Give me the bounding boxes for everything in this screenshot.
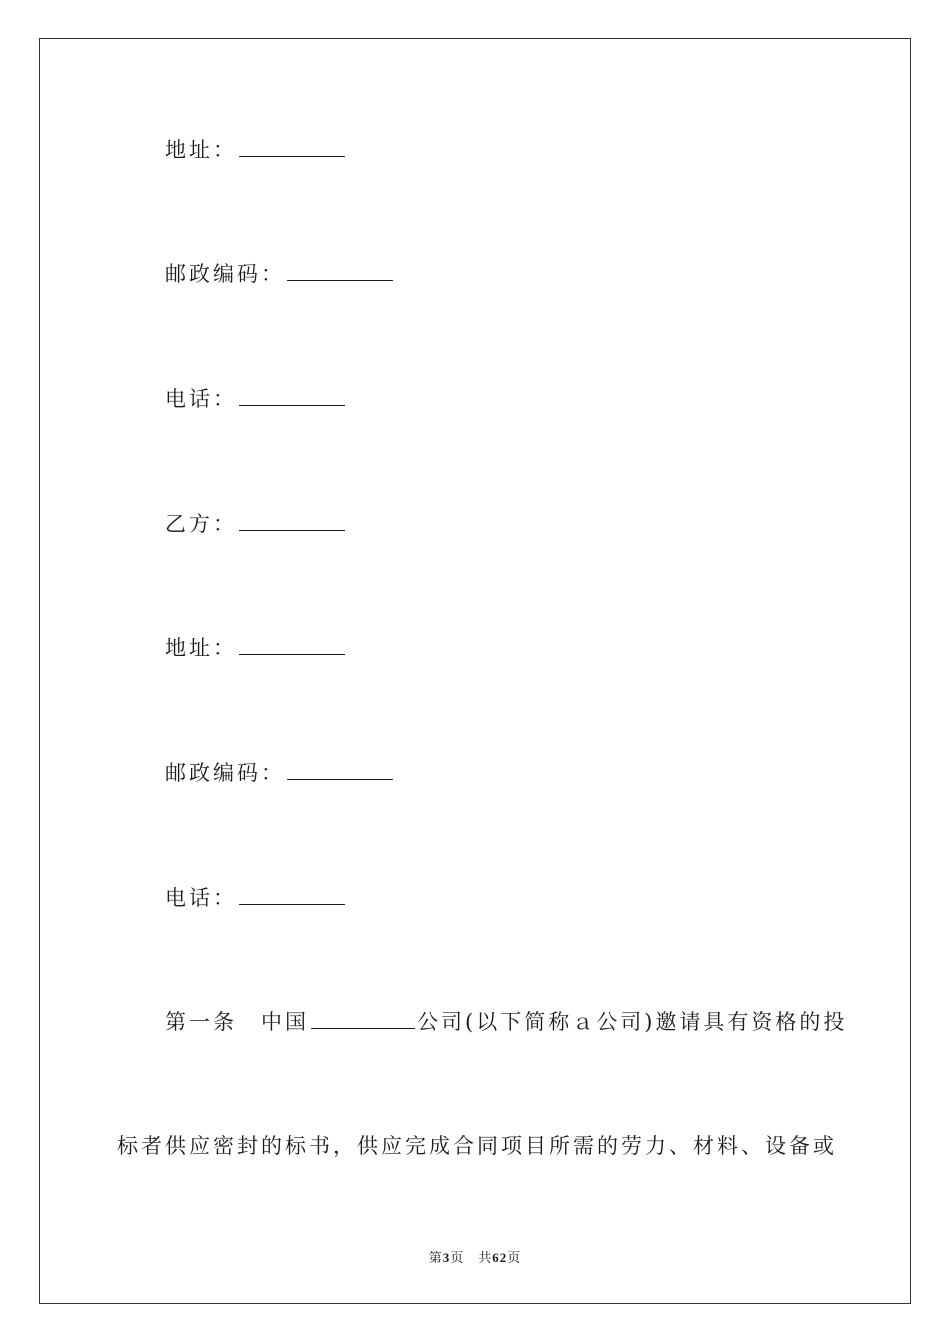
article-1-line-2 (117, 1132, 837, 1160)
field-label: 电话： (165, 886, 237, 910)
phone-line-1 (165, 385, 347, 413)
blank-field (239, 634, 345, 655)
blank-field (239, 136, 345, 157)
article-prefix: 第一条 中国 (165, 1010, 309, 1034)
postcode-line-2 (165, 759, 395, 787)
blank-field (287, 759, 393, 780)
party-b-line (165, 510, 347, 538)
field-label: 电话： (165, 387, 237, 411)
field-label: 邮政编码： (165, 262, 285, 286)
article-1-line-1 (165, 1008, 847, 1036)
address-line-1 (165, 136, 347, 164)
field-label: 地址： (165, 636, 237, 660)
blank-field (239, 510, 345, 531)
page-prefix: 第 (428, 1251, 443, 1266)
page-frame (39, 38, 911, 1304)
phone-line-2 (165, 884, 347, 912)
blank-field (287, 260, 393, 281)
field-label: 乙方： (165, 512, 237, 536)
article-text: 标者供应密封的标书，供应完成合同项目所需的劳力、材料、设备或 (117, 1134, 837, 1158)
page-number: 3 (442, 1250, 451, 1265)
blank-field (239, 385, 345, 406)
blank-field (239, 884, 345, 905)
total-pages: 62 (492, 1250, 508, 1265)
blank-field (311, 1008, 415, 1029)
page-footer (0, 1247, 950, 1266)
total-prefix: 共 (478, 1251, 493, 1266)
article-suffix: 公司(以下简称ａ公司)邀请具有资格的投 (417, 1010, 848, 1034)
field-label: 地址： (165, 138, 237, 162)
address-line-2 (165, 634, 347, 662)
page-suffix: 页 (450, 1251, 465, 1266)
total-suffix: 页 (507, 1251, 522, 1266)
postcode-line-1 (165, 260, 395, 288)
field-label: 邮政编码： (165, 761, 285, 785)
